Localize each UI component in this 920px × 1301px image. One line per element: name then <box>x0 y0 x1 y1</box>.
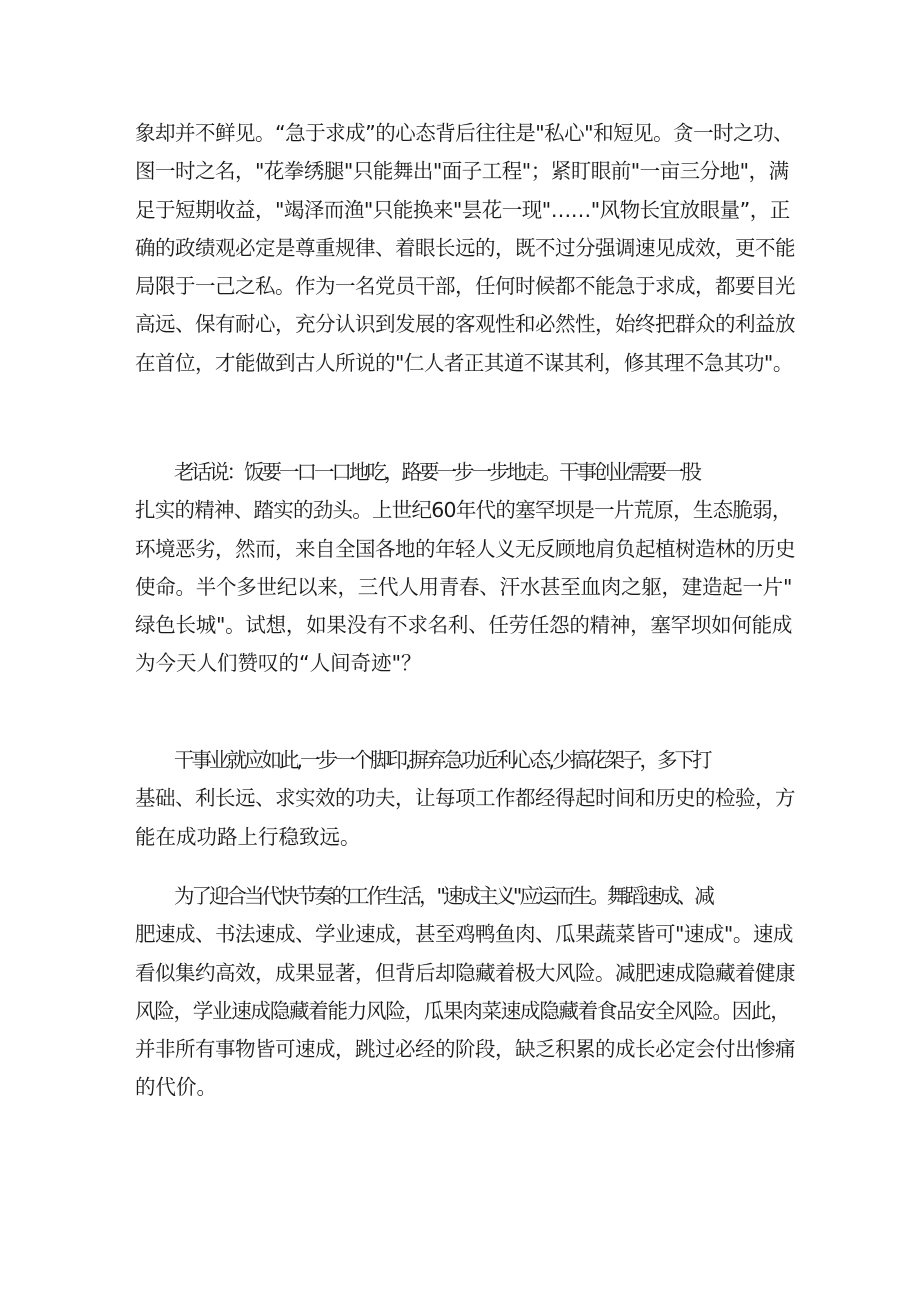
paragraph-3 <box>135 741 795 856</box>
paragraph-4 <box>135 877 795 1107</box>
paragraph-line: 看似集约高效，成果显著，但背后却隐藏着极大风险。减肥速成隐藏着健康 <box>135 960 795 985</box>
paragraph-line: 的代价。 <box>135 1075 217 1100</box>
paragraph-line: 局限于一己之私。作为一名党员干部，任何时候都不能急于求成，都要目光 <box>135 274 795 299</box>
paragraph-line: 使命。半个多世纪以来，三代人用青春、汗水甚至血肉之躯，建造起一片" <box>135 574 793 599</box>
paragraph-line: 高远、保有耐心，充分认识到发展的客观性和必然性，始终把群众的利益放 <box>135 312 795 337</box>
paragraph-2 <box>135 453 795 683</box>
paragraph-line: 确的政绩观必定是尊重规律、着眼长远的，既不过分强调速见成效，更不能 <box>135 235 795 260</box>
paragraph-line: 并非所有事物皆可速成，跳过必经的阶段，缺乏积累的成长必定会付出惨痛 <box>135 1037 795 1062</box>
paragraph-line: 象却并不鲜见。“急于求成”的心态背后往往是"私心"和短见。贪一时之功、 <box>135 121 794 145</box>
paragraph-line: 能在成功路上行稳致远。 <box>135 824 361 849</box>
paragraph-line: 在首位，才能做到古人所说的"仁人者正其道不谋其利，修其理不急其功"。 <box>135 350 793 375</box>
paragraph-line: 老话说：饭要一口一口地吃，路要一步一步地走。干事创业需要一股 <box>174 460 699 484</box>
paragraph-line: 足于短期收益，"竭泽而渔"只能换来"昙花一现"……"风物长宜放眼量”，正 <box>135 197 790 222</box>
paragraph-line: 基础、利长远、求实效的功夫，让每项工作都经得起时间和历史的检验，方 <box>135 786 795 811</box>
paragraph-line: 环境恶劣，然而，来自全国各地的年轻人义无反顾地肩负起植树造林的历史 <box>135 536 795 561</box>
paragraph-1 <box>135 114 795 382</box>
paragraph-line: 肥速成、书法速成、学业速成，甚至鸡鸭鱼肉、瓜果蔬菜皆可"速成"。速成 <box>135 922 793 947</box>
paragraph-line: 为了迎合当代快节奏的工作生活，"速成主义"应运而生。舞蹈速成、减 <box>174 884 712 908</box>
paragraph-line: 扎实的精神、踏实的劲头。上世纪60年代的塞罕坝是一片荒原，生态脆弱， <box>135 498 792 523</box>
paragraph-line: 干事业就应如此,一步一个脚印,摒弃急功近利心态,少搞花架子，多下打 <box>174 748 710 772</box>
paragraph-line: 为今天人们赞叹的“人间奇迹"？ <box>135 651 422 676</box>
paragraph-line: 风险，学业速成隐藏着能力风险，瓜果肉菜速成隐藏着食品安全风险。因此， <box>135 998 790 1023</box>
paragraph-line: 图一时之名，"花拳绣腿"只能舞出"面子工程"；紧盯眼前"一亩三分地"，满 <box>135 159 789 184</box>
paragraph-line: 绿色长城"。试想，如果没有不求名利、任劳任怨的精神，塞罕坝如何能成 <box>135 613 793 638</box>
